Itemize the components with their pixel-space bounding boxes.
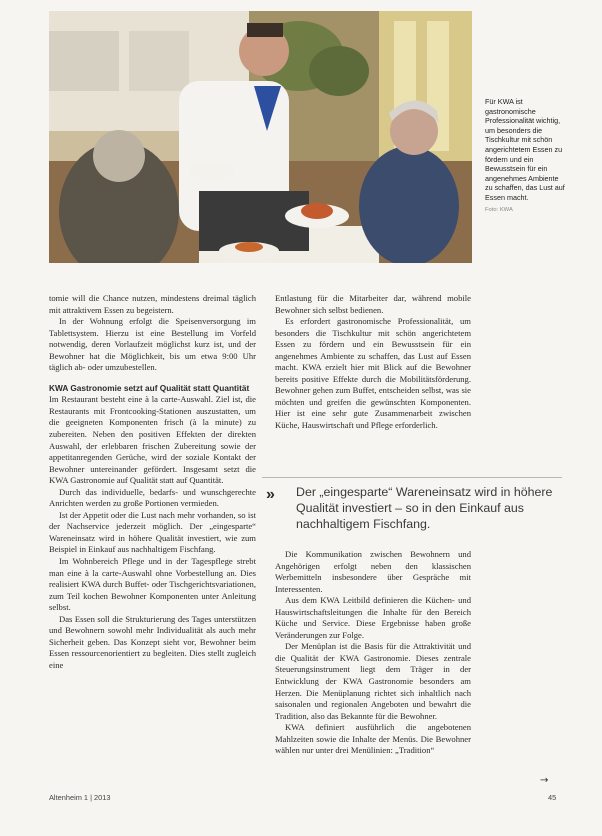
article-column-right-bottom <box>275 549 471 757</box>
paragraph: Entlastung für die Mitarbeiter dar, während mobile Bewohner sich selbst bedienen. <box>275 293 471 315</box>
article-column-left <box>49 293 256 671</box>
section-heading: KWA Gastronomie setzt auf Qualität statt Quantität <box>49 382 250 393</box>
paragraph: Aus dem KWA Leitbild definieren die Küchen- und Hauswirtschaftsleitungen die Inhalte für den Bereich Küche und Service. Diese Ergebnisse haben große Veränderungen zur Folge. <box>275 595 471 640</box>
paragraph: Im Wohnbereich Pflege und in der Tagespflege strebt man eine à la carte-Auswahl ohne Vorbestellung an. Dies realisiert KWA durch Buffet- oder Tischgerichtsvariationen, zum Teil kochen Bewohner Komponenten unter Anleitung selbst. <box>49 555 256 613</box>
footer-publication: Altenheim 1 | 2013 <box>49 793 111 802</box>
paragraph: In der Wohnung erfolgt die Speisenversorgung im Tablettsystem. Hierzu ist eine Bestellung im Vorfeld notwendig, deren Vorlaufzeit möglichst kurz ist, und der Bewohner hat die Möglichkeit, bis um etwa 9:00 Uhr täglich ab- oder umzubestellen. <box>49 316 256 373</box>
pull-quote <box>262 477 562 532</box>
quote-mark-icon: » <box>266 486 272 503</box>
restaurant-photo <box>49 11 472 263</box>
continue-arrow-icon: → <box>540 775 549 786</box>
paragraph: Durch das individuelle, bedarfs- und wunschgerechte Anrichten werden zu große Portionen vermieden. <box>49 486 256 509</box>
page-number: 45 <box>548 793 557 802</box>
photo-credit: Foto: KWA <box>485 206 513 213</box>
paragraph: tomie will die Chance nutzen, mindestens dreimal täglich mit attraktivem Essen zu begeistern. <box>49 293 256 315</box>
paragraph: Die Kommunikation zwischen Bewohnern und Angehörigen erfolgt neben den klassischen Werbemitteln insbesondere über Gespräche mit Interessenten. <box>275 549 471 594</box>
paragraph: KWA definiert ausführlich die angebotenen Mahlzeiten sowie die Inhalte der Menüs. Die Bewohner wählen nur unter drei Menülinien: „Tradition“ <box>275 722 471 756</box>
photo-caption <box>485 97 565 215</box>
paragraph: Ist der Appetit oder die Lust nach mehr vorhanden, so ist der Nachservice jederzeit möglich. Der „eingesparte“ Wareneinsatz wird in höhere Qualität investiert, wie zum Beispiel in Einkauf aus nachhaltigem Fischfang. <box>49 509 256 555</box>
paragraph: Der Menüplan ist die Basis für die Attraktivität und die Qualität der KWA Gastronomie. Dieses zentrale Steuerungsinstrument liegt dem Träger in der Entwicklung der KWA Gastronomie besonders am Herzen. Die Menüplanung richtet sich inhaltlich nach saisonalen und regionalen Angeboten und bewahrt die Tradition, also das Bekannte für die Bewohner. <box>275 641 471 721</box>
article-column-right-top <box>275 293 471 432</box>
paragraph: Das Essen soll die Strukturierung des Tages unterstützen und Bewohnern sowohl mehr Individualität als auch mehr Sicherheit geben. Das Konzept sieht vor, Bewohner beim Essen ressourcenorientiert zu begleiten. Dies stellt zugleich eine <box>49 613 256 670</box>
paragraph: Im Restaurant besteht eine à la carte-Auswahl. Ziel ist, die Restaurants mit Frontcooking-Stationen auszustatten, um die geeigneten Komponenten frisch (à la minute) zu zubereiten. Neben den positiven Effekten der direkten Auswahl, der erlebbaren frischen Zubereitung sowie der appetitanregenden Gerüche, wird der soziale Kontakt der Bewohner untereinander gefördert. Insgesamt setzt die KWA Gastronomie auf Qualität statt auf Quantität. <box>49 394 256 486</box>
pull-quote-text: Der „eingesparte“ Wareneinsatz wird in höhere Qualität investiert – so in den Einkauf aus nachhaltigem Fischfang. <box>296 485 553 531</box>
paragraph: Es erfordert gastronomische Professionalität, um besonders die Tischkultur mit schön angerichtetem Essen zu fördern und ein Bewusstsein für ein angenehmes Ambiente zu schaffen, das Lust auf Essen macht. KWA erzielt hier mit Blick auf die Bewohner bereits positive Effekte durch die Mobilitätsförderung. Bewohner gehen zum Buffet, entscheiden selbst, was sie möchten und greifen die gewünschten Komponenten. Hier ist eine sehr gute Zusammenarbeit zwischen Küche, Hauswirtschaft und Pflege erforderlich. <box>275 316 471 431</box>
caption-text: Für KWA ist gastronomische Professionalität wichtig, um besonders die Tischkultur mit schön angerichtetem Essen zu fördern und ein Bewusstsein für ein angenehmes Ambiente zu schaffen, das Lust auf Essen macht. <box>485 97 565 202</box>
